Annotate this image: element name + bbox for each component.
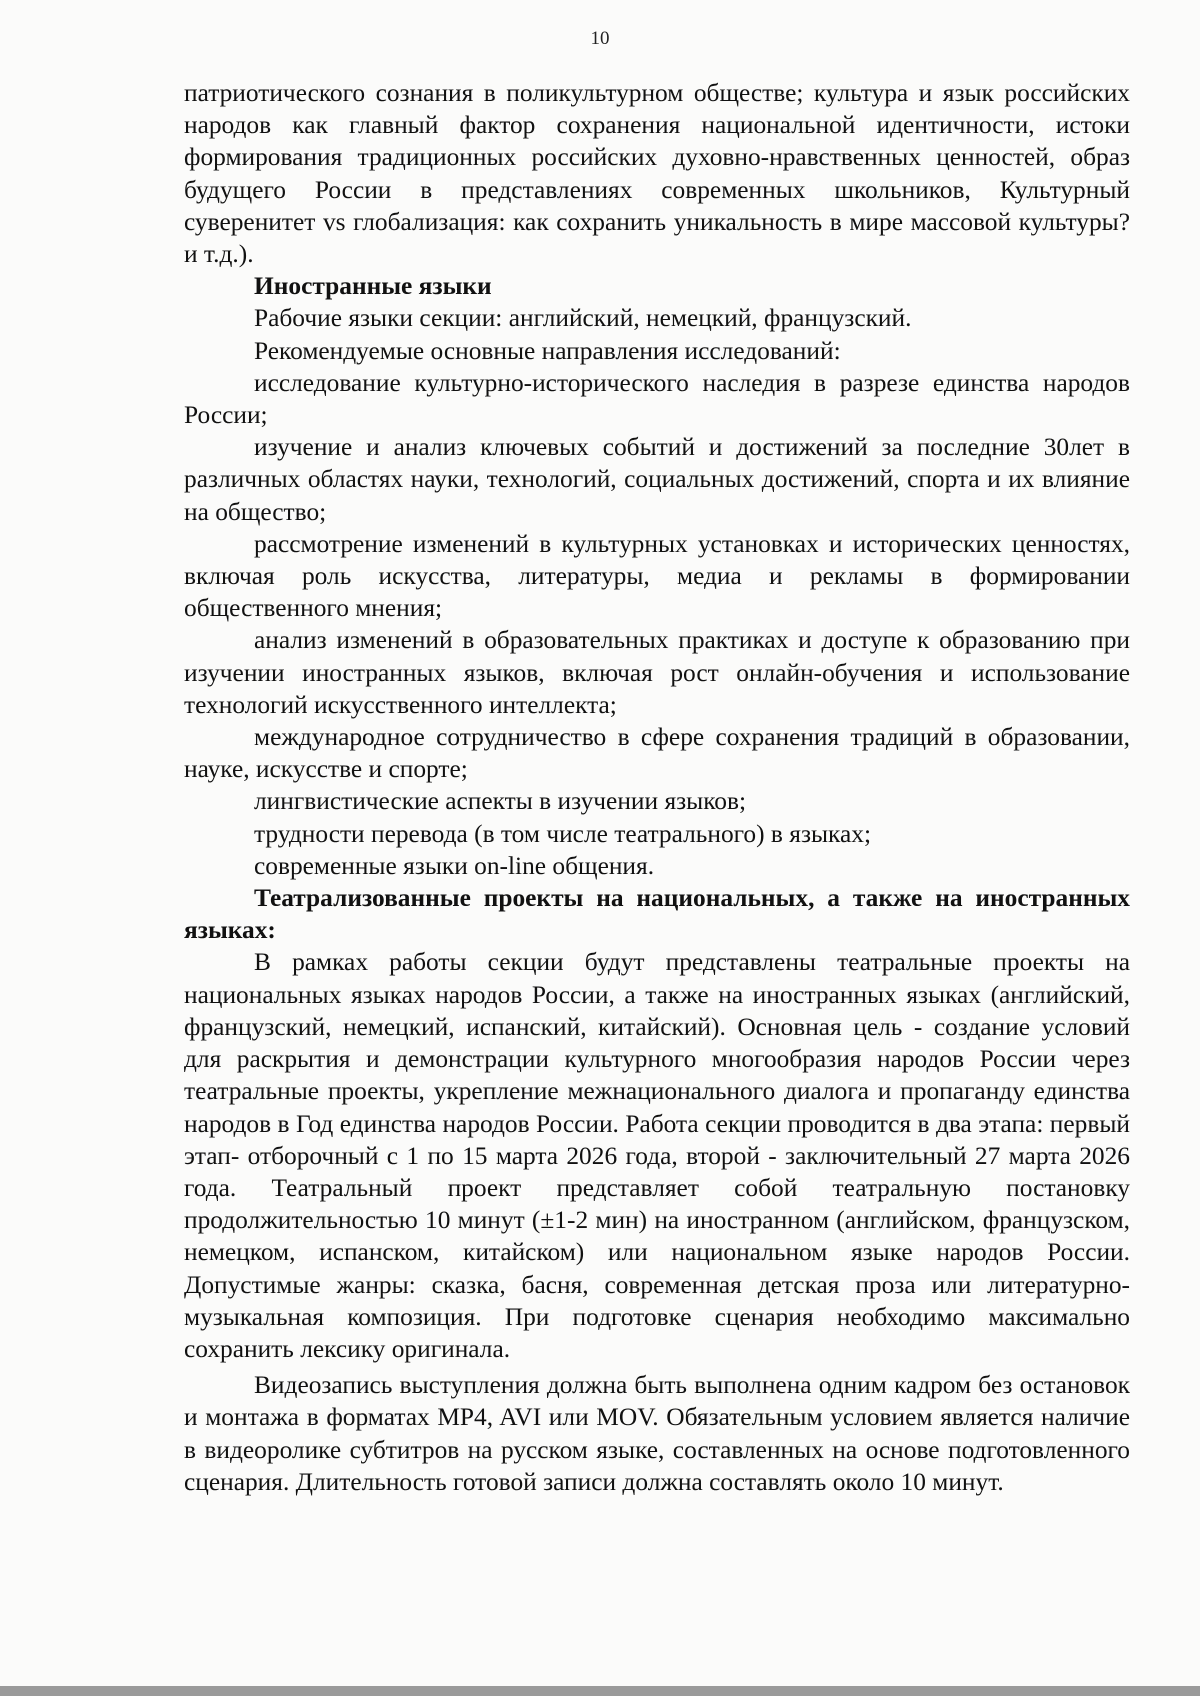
document-body [184, 77, 1130, 1498]
paragraph-video-requirements: Видеозапись выступления должна быть выполнена одним кадром без остановок и монтажа в форматах MP4, AVI или MOV. Обязательным условием является наличие в видеоролике субтитров на русском языке, составленных на основе подготовленного сценария. Длительность готовой записи должна составлять около 10 минут. [184, 1371, 1130, 1496]
section-heading-foreign-languages: Иностранные языки [254, 272, 492, 301]
list-item: современные языки on-line общения. [254, 851, 655, 880]
paragraph-theatrical-description: В рамках работы секции будут представлены театральные проекты на национальных языках народов России, а также на иностранных языках (английский, французский, немецкий, испанский, китайский). Основная цель - создание условий для раскрытия и демонстрации культурного многообразия народов России через театральные проекты, укрепление межнационального диалога и пропаганду единства народов в Год единства народов России. Работа секции проводится в два этапа: первый этап- отборочный с 1 по 15 марта 2026 года, второй - заключительный 27 марта 2026 года. Театральный проект представляет собой театральную постановку продолжительностью 10 минут (±1-2 мин) на иностранном (английском, французском, немецком, испанском, китайском) или национальном языке народов России. Допустимые жанры: сказка, басня, современная детская проза или литературно-музыкальная композиция. При подготовке сценария необходимо максимально сохранить лексику оригинала. [184, 948, 1130, 1363]
section-heading-theatrical-projects: Театрализованные проекты на национальных, а также на иностранных языках: [184, 884, 1130, 945]
list-item: рассмотрение изменений в культурных установках и исторических ценностях, включая роль искусства, литературы, медиа и рекламы в формировании общественного мнения; [184, 529, 1130, 623]
list-item: исследование культурно-исторического наследия в разрезе единства народов России; [184, 368, 1130, 430]
list-item: изучение и анализ ключевых событий и достижений за последние 30лет в различных областях науки, технологий, социальных достижений, спорта и их влияние на общество; [184, 433, 1130, 526]
paragraph-research-directions: Рекомендуемые основные направления исследований: [254, 336, 841, 365]
page-number: 10 [590, 28, 610, 49]
paragraph-continuation: патриотического сознания в поликультурном обществе; культура и язык российских народов как главный фактор сохранения национальной идентичности, истоки формирования традиционных российских духовно-нравственных ценностей, образ будущего России в представлениях современных школьников, Культурный суверенитет vs глобализация: как сохранить уникальность в мире массовой культуры? и т.д.). [184, 79, 1130, 269]
list-item: лингвистические аспекты в изучении языков; [254, 787, 746, 816]
paragraph-working-languages: Рабочие языки секции: английский, немецкий, французский. [254, 304, 912, 333]
list-item: трудности перевода (в том числе театрального) в языках; [254, 819, 871, 848]
list-item: анализ изменений в образовательных практиках и доступе к образованию при изучении иностранных языков, включая рост онлайн-обучения и использование технологий искусственного интеллекта; [184, 626, 1130, 719]
list-item: международное сотрудничество в сфере сохранения традиций в образовании, науке, искусстве и спорте; [184, 723, 1130, 784]
